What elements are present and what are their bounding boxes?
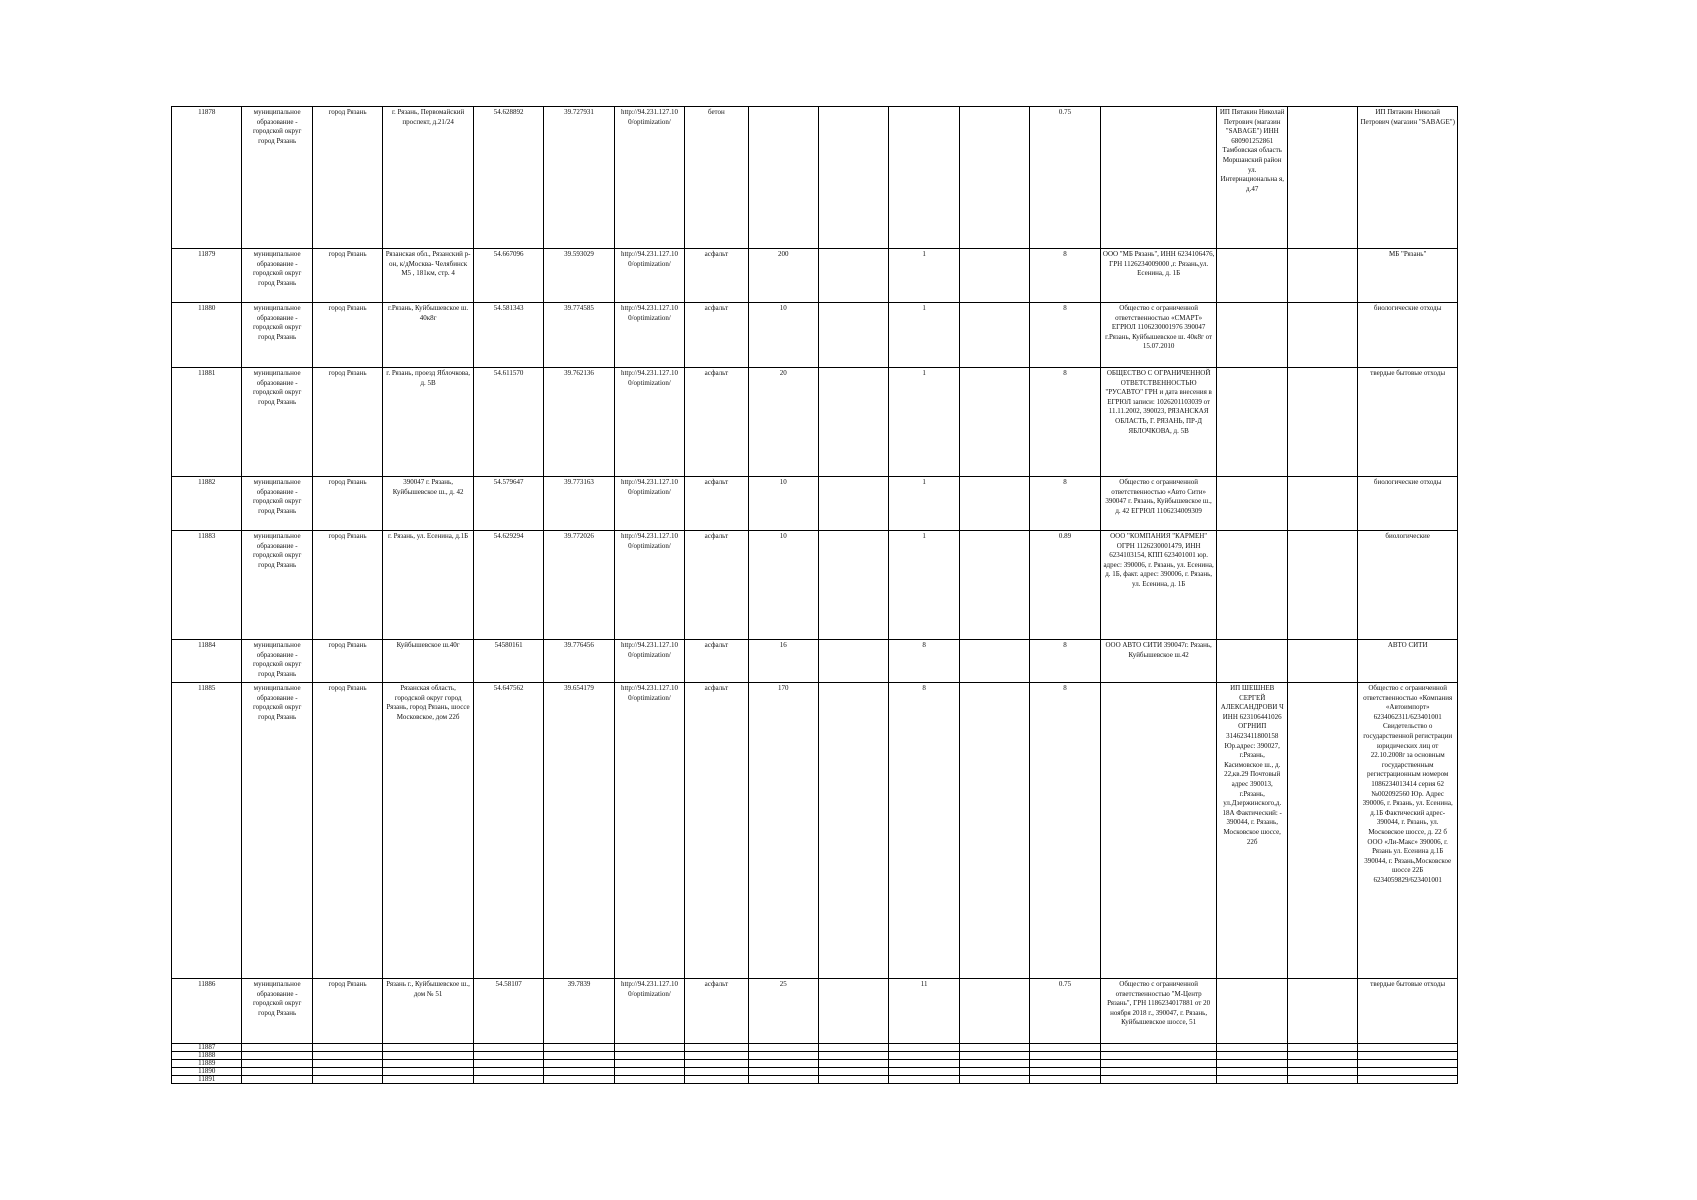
cell-col15 <box>1217 979 1287 1044</box>
cell-city: город Рязань <box>312 249 382 303</box>
table-row <box>172 531 1458 640</box>
cell-url: http://94.231.127.10 0/optimization/ <box>614 477 684 531</box>
cell-containers: 8 <box>889 683 959 979</box>
cell-col15 <box>1217 368 1287 477</box>
cell-url: http://94.231.127.10 0/optimization/ <box>614 531 684 640</box>
cell-latitude: 54.611570 <box>473 368 543 477</box>
cell-surface: бетон <box>685 107 748 249</box>
cell-col12 <box>959 683 1029 979</box>
cell-source: биологические отходы <box>1358 303 1458 368</box>
cell-latitude: 54.581343 <box>473 303 543 368</box>
cell-volume: 0.89 <box>1030 531 1100 640</box>
cell-col12 <box>959 640 1029 683</box>
cell-source: АВТО СИТИ <box>1358 640 1458 683</box>
table-row-empty <box>172 1044 1458 1052</box>
cell-volume: 8 <box>1030 303 1100 368</box>
cell-latitude: 54.647562 <box>473 683 543 979</box>
cell-owner: ООО АВТО СИТИ 390047г. Рязань, Куйбышевское ш.42 <box>1100 640 1217 683</box>
cell-source: твердые бытовые отходы <box>1358 979 1458 1044</box>
cell-id: 11891 <box>172 1076 242 1084</box>
cell-id: 11885 <box>172 683 242 979</box>
cell-owner: ОБЩЕСТВО С ОГРАНИЧЕННОЙ ОТВЕТСТВЕННОСТЬЮ "РУСАВТО" ГРН и дата внесения в ЕГРЮЛ записи: 1026201103039 от 11.11.2002, 390023, РЯЗАНСКАЯ ОБЛАСТЬ, Г. РЯЗАНЬ, ПР-Д ЯБЛОЧКОВА, д. 5В <box>1100 368 1217 477</box>
cell-municipality: муниципальное образование - городской округ город Рязань <box>242 683 312 979</box>
table-row <box>172 368 1458 477</box>
cell-municipality: муниципальное образование - городской округ город Рязань <box>242 477 312 531</box>
cell-owner: ООО "МБ Рязань", ИНН 6234106476, ГРН 1126234009000 ,г. Рязань,ул. Есенина, д. 1Б <box>1100 249 1217 303</box>
table-row <box>172 303 1458 368</box>
cell-surface: асфальт <box>685 368 748 477</box>
cell-volume: 8 <box>1030 640 1100 683</box>
cell-area <box>748 107 818 249</box>
cell-col16 <box>1287 107 1357 249</box>
cell-col10 <box>819 368 889 477</box>
registry-table <box>171 106 1458 1084</box>
cell-col15 <box>1217 640 1287 683</box>
cell-address: Рязанская обл., Рязанский р-он, к/дМосква- Челябинск М5 , 181км, стр. 4 <box>383 249 474 303</box>
cell-col10 <box>819 683 889 979</box>
cell-id: 11878 <box>172 107 242 249</box>
cell-latitude: 54580161 <box>473 640 543 683</box>
cell-url: http://94.231.127.10 0/optimization/ <box>614 303 684 368</box>
cell-col12 <box>959 107 1029 249</box>
cell-source: МБ "Рязань" <box>1358 249 1458 303</box>
cell-col12 <box>959 368 1029 477</box>
cell-col15 <box>1217 303 1287 368</box>
cell-address: Рязань г., Куйбышевское ш., дом № 51 <box>383 979 474 1044</box>
cell-volume: 8 <box>1030 477 1100 531</box>
table-row <box>172 640 1458 683</box>
cell-surface: асфальт <box>685 249 748 303</box>
cell-url: http://94.231.127.10 0/optimization/ <box>614 368 684 477</box>
cell-municipality: муниципальное образование - городской округ город Рязань <box>242 640 312 683</box>
cell-address: г. Рязань, ул. Есенина, д.1Б <box>383 531 474 640</box>
table-row-empty <box>172 1068 1458 1076</box>
cell-longitude: 39.593029 <box>544 249 614 303</box>
cell-surface: асфальт <box>685 477 748 531</box>
table-row-empty <box>172 1060 1458 1068</box>
registry-sheet <box>171 106 1458 1084</box>
cell-col10 <box>819 640 889 683</box>
cell-containers: 8 <box>889 640 959 683</box>
table-row <box>172 979 1458 1044</box>
cell-area: 10 <box>748 303 818 368</box>
cell-surface: асфальт <box>685 640 748 683</box>
cell-longitude: 39.773163 <box>544 477 614 531</box>
table-row-empty <box>172 1052 1458 1060</box>
cell-col15 <box>1217 477 1287 531</box>
cell-surface: асфальт <box>685 979 748 1044</box>
cell-source: биологические <box>1358 531 1458 640</box>
cell-col10 <box>819 477 889 531</box>
cell-id: 11888 <box>172 1052 242 1060</box>
cell-city: город Рязань <box>312 477 382 531</box>
cell-url: http://94.231.127.10 0/optimization/ <box>614 683 684 979</box>
cell-owner <box>1100 107 1217 249</box>
cell-area: 10 <box>748 477 818 531</box>
table-row <box>172 683 1458 979</box>
cell-address: г.Рязань, Куйбышевское ш. 40к8г <box>383 303 474 368</box>
cell-volume: 8 <box>1030 683 1100 979</box>
cell-latitude: 54.579647 <box>473 477 543 531</box>
cell-surface: асфальт <box>685 683 748 979</box>
cell-volume: 8 <box>1030 249 1100 303</box>
cell-city: город Рязань <box>312 303 382 368</box>
cell-id: 11883 <box>172 531 242 640</box>
cell-city: город Рязань <box>312 683 382 979</box>
cell-col16 <box>1287 303 1357 368</box>
cell-col12 <box>959 477 1029 531</box>
table-row <box>172 249 1458 303</box>
cell-volume: 0.75 <box>1030 979 1100 1044</box>
table-row-empty <box>172 1076 1458 1084</box>
cell-col16 <box>1287 368 1357 477</box>
cell-url: http://94.231.127.10 0/optimization/ <box>614 249 684 303</box>
cell-municipality: муниципальное образование - городской округ город Рязань <box>242 979 312 1044</box>
cell-col16 <box>1287 683 1357 979</box>
cell-id: 11879 <box>172 249 242 303</box>
cell-surface: асфальт <box>685 531 748 640</box>
cell-address: г. Рязань, проезд Яблочкова, д. 5В <box>383 368 474 477</box>
cell-longitude: 39.776456 <box>544 640 614 683</box>
cell-col10 <box>819 979 889 1044</box>
cell-id: 11886 <box>172 979 242 1044</box>
cell-col10 <box>819 107 889 249</box>
cell-city: город Рязань <box>312 107 382 249</box>
cell-col15: ИП Пятакин Николай Петрович (магазин "SABAGE") ИНН 680901252861 Тамбовская область Моршанский район ул. Интернациональна я, д.47 <box>1217 107 1287 249</box>
cell-area: 170 <box>748 683 818 979</box>
cell-url: http://94.231.127.10 0/optimization/ <box>614 640 684 683</box>
cell-city: город Рязань <box>312 979 382 1044</box>
cell-owner <box>1100 683 1217 979</box>
cell-city: город Рязань <box>312 640 382 683</box>
cell-col12 <box>959 531 1029 640</box>
cell-col16 <box>1287 640 1357 683</box>
cell-longitude: 39.727931 <box>544 107 614 249</box>
cell-municipality: муниципальное образование - городской округ город Рязань <box>242 303 312 368</box>
cell-longitude: 39.7839 <box>544 979 614 1044</box>
cell-longitude: 39.654179 <box>544 683 614 979</box>
cell-longitude: 39.762136 <box>544 368 614 477</box>
cell-longitude: 39.774585 <box>544 303 614 368</box>
cell-address: 390047 г. Рязань, Куйбышевское ш., д. 42 <box>383 477 474 531</box>
cell-source: Общество с ограниченной ответственностью «Компания «Автоимпорт» 6234062311/623401001 Свидетельство о государственной регистрации юридических лиц от 22.10.2008г за основным государственным регистрационным номером 1086234013414 серия 62 №002092560 Юр. Адрес 390006, г. Рязань, ул. Есенина, д.1Б Фактический адрес- 390044, г. Рязань, ул. Московское шоссе, д. 22 б ООО «Ли-Макс» 390006, г. Рязань ул. Есенина д.1Б 390044, г. Рязань,Московское шоссе 22Б 6234059829/623401001 <box>1358 683 1458 979</box>
cell-id: 11882 <box>172 477 242 531</box>
cell-area: 10 <box>748 531 818 640</box>
cell-address: Куйбышевское ш.40г <box>383 640 474 683</box>
cell-url: http://94.231.127.10 0/optimization/ <box>614 107 684 249</box>
cell-containers: 1 <box>889 368 959 477</box>
cell-latitude: 54.58107 <box>473 979 543 1044</box>
cell-area: 20 <box>748 368 818 477</box>
cell-source: твердые бытовые отходы <box>1358 368 1458 477</box>
cell-owner: ООО "КОМПАНИЯ "КАРМЕН" ОГРН 1126230001479, ИНН 6234103154, КПП 623401001 юр. адрес: 390006, г. Рязань, ул. Есенина, д. 1Б, факт. адрес: 390006, г. Рязань, ул. Есенина, д. 1Б <box>1100 531 1217 640</box>
cell-col16 <box>1287 531 1357 640</box>
cell-col16 <box>1287 477 1357 531</box>
cell-source: биологические отходы <box>1358 477 1458 531</box>
cell-containers: 1 <box>889 477 959 531</box>
cell-containers: 1 <box>889 249 959 303</box>
cell-id: 11884 <box>172 640 242 683</box>
cell-containers: 1 <box>889 531 959 640</box>
cell-municipality: муниципальное образование - городской округ город Рязань <box>242 368 312 477</box>
cell-city: город Рязань <box>312 531 382 640</box>
cell-latitude: 54.667096 <box>473 249 543 303</box>
cell-containers <box>889 107 959 249</box>
cell-url: http://94.231.127.10 0/optimization/ <box>614 979 684 1044</box>
cell-municipality: муниципальное образование - городской округ город Рязань <box>242 107 312 249</box>
cell-area: 25 <box>748 979 818 1044</box>
cell-containers: 1 <box>889 303 959 368</box>
table-row <box>172 477 1458 531</box>
cell-col12 <box>959 249 1029 303</box>
cell-surface: асфальт <box>685 303 748 368</box>
cell-area: 200 <box>748 249 818 303</box>
cell-col15 <box>1217 531 1287 640</box>
cell-col16 <box>1287 249 1357 303</box>
cell-address: Рязанская область, городской округ город Рязань, город Рязань, шоссе Московское, дом 22б <box>383 683 474 979</box>
cell-id: 11890 <box>172 1068 242 1076</box>
cell-city: город Рязань <box>312 368 382 477</box>
cell-latitude: 54.629294 <box>473 531 543 640</box>
cell-col15 <box>1217 249 1287 303</box>
cell-col15: ИП ШЕШНЕВ СЕРГЕЙ АЛЕКСАНДРОВИ Ч ИНН 623106441026 ОГРНИП 314623411800158 Юр.адрес: 390027, г.Рязань, Касимовское ш., д. 22,кв.29 Почтовый адрес 390013, г.Рязань, ул.Дзержинского,д. 18А Фактический: - 390044, г. Рязань, Московское шоссе, 22б <box>1217 683 1287 979</box>
cell-containers: 11 <box>889 979 959 1044</box>
cell-col10 <box>819 303 889 368</box>
cell-id: 11880 <box>172 303 242 368</box>
cell-col10 <box>819 249 889 303</box>
cell-municipality: муниципальное образование - городской округ город Рязань <box>242 249 312 303</box>
cell-address: г. Рязань, Первомайский проспект, д.21/24 <box>383 107 474 249</box>
cell-owner: Общество с ограниченной ответственностью "М-Центр Рязань", ГРН 1186234017881 от 20 ноября 2018 г., 390047, г. Рязань, Куйбышевское шоссе, 51 <box>1100 979 1217 1044</box>
cell-col12 <box>959 979 1029 1044</box>
cell-longitude: 39.772026 <box>544 531 614 640</box>
cell-owner: Общество с ограниченной ответственностью «Авто Сити» 390047 г. Рязань, Куйбышевское ш., д. 42 ЕГРЮЛ 1106234009309 <box>1100 477 1217 531</box>
cell-volume: 0.75 <box>1030 107 1100 249</box>
cell-source: ИП Пятакин Николай Петрович (магазин "SABAGE") <box>1358 107 1458 249</box>
cell-col16 <box>1287 979 1357 1044</box>
cell-col12 <box>959 303 1029 368</box>
cell-id: 11881 <box>172 368 242 477</box>
cell-col10 <box>819 531 889 640</box>
cell-area: 16 <box>748 640 818 683</box>
table-row <box>172 107 1458 249</box>
cell-id: 11887 <box>172 1044 242 1052</box>
cell-owner: Общество с ограниченной ответственностью «СМАРТ» ЕГРЮЛ 1106230001976 390047 г.Рязань, Куйбышевское ш. 40к8г от 15.07.2010 <box>1100 303 1217 368</box>
cell-id: 11889 <box>172 1060 242 1068</box>
cell-volume: 8 <box>1030 368 1100 477</box>
cell-municipality: муниципальное образование - городской округ город Рязань <box>242 531 312 640</box>
cell-latitude: 54.628892 <box>473 107 543 249</box>
